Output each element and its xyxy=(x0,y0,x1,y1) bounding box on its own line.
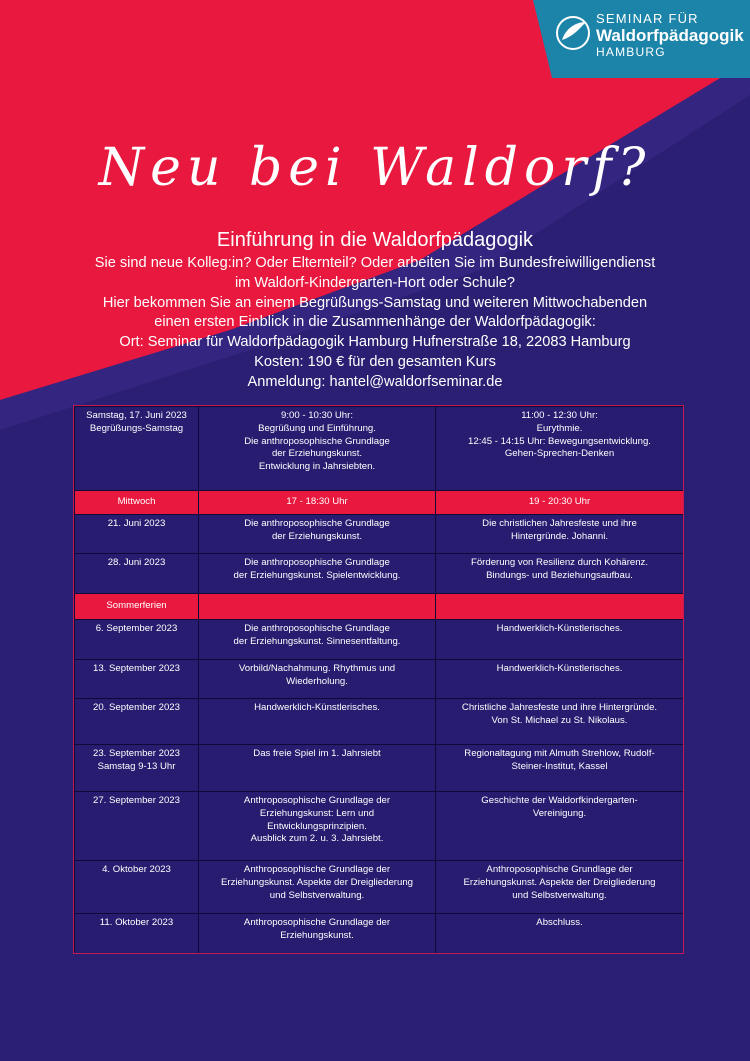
intro-line: Hier bekommen Sie an einem Begrüßungs-Samstag und weiteren Mittwochabenden xyxy=(102,294,648,311)
date-cell: Sommerferien xyxy=(75,594,199,620)
date-cell: 21. Juni 2023 xyxy=(75,515,199,554)
table-row xyxy=(75,699,684,745)
logo-line-3: HAMBURG xyxy=(596,45,666,59)
session-1-cell: Das freie Spiel im 1. Jahrsiebt xyxy=(199,745,436,792)
session-2-cell: Regionaltagung mit Almuth Strehlow, Rudolf- Steiner-Institut, Kassel xyxy=(436,745,684,792)
intro-line: Sie sind neue Kolleg:in? Oder Elternteil? Oder arbeiten Sie im Bundesfreiwilligendienst xyxy=(94,255,656,271)
date-cell: 28. Juni 2023 xyxy=(75,554,199,594)
section-band-row xyxy=(75,491,684,515)
intro-line: einen ersten Einblick in die Zusammenhänge der Waldorfpädagogik: xyxy=(154,314,596,331)
session-1-cell: Anthroposophische Grundlage der Erziehungskunst. Aspekte der Dreigliederung und Selbstverwaltung. xyxy=(199,861,436,914)
table-row xyxy=(75,914,684,954)
session-1-cell: Handwerklich-Künstlerisches. xyxy=(199,699,436,745)
intro-line: im Waldorf-Kindergarten-Hort oder Schule? xyxy=(234,274,516,291)
date-cell: 23. September 2023 Samstag 9-13 Uhr xyxy=(75,745,199,792)
date-cell: 13. September 2023 xyxy=(75,660,199,699)
session-1-cell xyxy=(199,594,436,620)
session-2-cell: Förderung von Resilienz durch Kohärenz. Bindungs- und Beziehungsaufbau. xyxy=(436,554,684,594)
session-1-cell: Anthroposophische Grundlage der Erziehungskunst. xyxy=(199,914,436,954)
session-1-cell: Die anthroposophische Grundlage der Erziehungskunst. Spielentwicklung. xyxy=(199,554,436,594)
session-1-cell: Die anthroposophische Grundlage der Erziehungskunst. Sinnesentfaltung. xyxy=(199,620,436,660)
session-1-cell: Anthroposophische Grundlage der Erziehungskunst: Lern und Entwicklungsprinzipien. Ausblick zum 2. u. 3. Jahrsiebt. xyxy=(199,792,436,861)
logo-line-1: SEMINAR FÜR xyxy=(596,11,699,26)
session-1-cell: Vorbild/Nachahmung. Rhythmus und Wiederholung. xyxy=(199,660,436,699)
date-cell: Samstag, 17. Juni 2023 Begrüßungs-Samstag xyxy=(75,407,199,491)
section-band-row xyxy=(75,594,684,620)
session-2-cell: Anthroposophische Grundlage der Erziehungskunst. Aspekte der Dreigliederung und Selbstverwaltung. xyxy=(436,861,684,914)
table-row xyxy=(75,407,684,491)
session-1-cell: Die anthroposophische Grundlage der Erziehungskunst. xyxy=(199,515,436,554)
date-cell: 11. Oktober 2023 xyxy=(75,914,199,954)
intro-line: Ort: Seminar für Waldorfpädagogik Hamburg Hufnerstraße 18, 22083 Hamburg xyxy=(119,334,631,351)
headline: Neu bei Waldorf? xyxy=(98,138,652,198)
logo-line-2: Waldorfpädagogik xyxy=(596,26,744,45)
table-row xyxy=(75,792,684,861)
logo-text xyxy=(596,12,744,58)
session-1-cell: 17 - 18:30 Uhr xyxy=(199,491,436,515)
session-2-cell: 11:00 - 12:30 Uhr: Eurythmie. 12:45 - 14:15 Uhr: Bewegungsentwicklung. Gehen-Sprechen-Denken xyxy=(436,407,684,491)
table-row xyxy=(75,745,684,792)
contact-email[interactable]: Anmeldung: hantel@waldorfseminar.de xyxy=(247,373,503,390)
leaf-logo-icon xyxy=(554,14,592,57)
intro-title: Einführung in die Waldorfpädagogik xyxy=(216,229,534,251)
session-2-cell: Geschichte der Waldorfkindergarten- Vereinigung. xyxy=(436,792,684,861)
date-cell: 20. September 2023 xyxy=(75,699,199,745)
table-row xyxy=(75,620,684,660)
date-cell: 6. September 2023 xyxy=(75,620,199,660)
table-row xyxy=(75,515,684,554)
session-2-cell: Christliche Jahresfeste und ihre Hintergründe. Von St. Michael zu St. Nikolaus. xyxy=(436,699,684,745)
session-2-cell xyxy=(436,594,684,620)
intro-block xyxy=(0,228,750,393)
table-row xyxy=(75,861,684,914)
table-row xyxy=(75,660,684,699)
session-1-cell: 9:00 - 10:30 Uhr: Begrüßung und Einführung. Die anthroposophische Grundlage der Erziehungskunst. Entwicklung in Jahrsiebten. xyxy=(199,407,436,491)
intro-line: Kosten: 190 € für den gesamten Kurs xyxy=(254,353,496,370)
date-cell: Mittwoch xyxy=(75,491,199,515)
date-cell: 27. September 2023 xyxy=(75,792,199,861)
session-2-cell: Handwerklich-Künstlerisches. xyxy=(436,620,684,660)
session-2-cell: Abschluss. xyxy=(436,914,684,954)
session-2-cell: Die christlichen Jahresfeste und ihre Hintergründe. Johanni. xyxy=(436,515,684,554)
session-2-cell: 19 - 20:30 Uhr xyxy=(436,491,684,515)
session-2-cell: Handwerklich-Künstlerisches. xyxy=(436,660,684,699)
date-cell: 4. Oktober 2023 xyxy=(75,861,199,914)
table-row xyxy=(75,554,684,594)
schedule-table xyxy=(74,406,684,954)
